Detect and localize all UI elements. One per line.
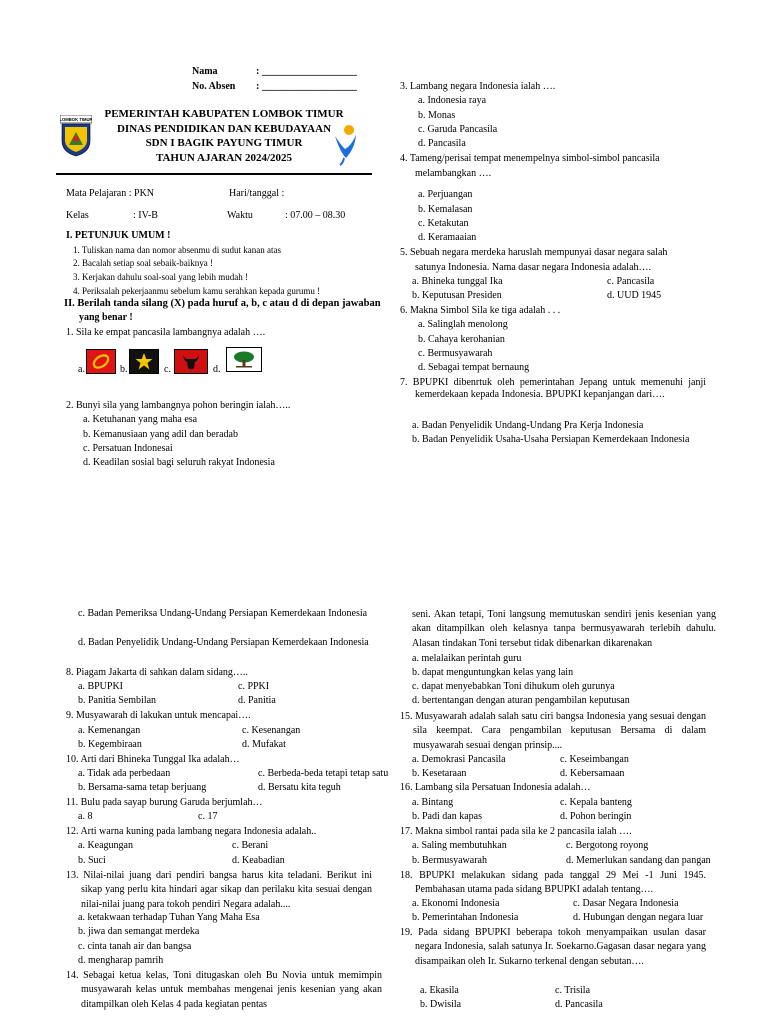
chain-icon xyxy=(86,349,116,374)
day-label: Hari/tanggal : xyxy=(229,188,285,199)
q18-option-a[interactable]: a. Ekonomi Indonesia xyxy=(412,898,500,909)
q4-text: 4. Tameng/perisai tempat menempelnya simbol-simbol pancasila xyxy=(400,153,660,164)
q13-text: 13. Nilai-nilai juang dari pendiri bangsa harus kita teladani. Berikut ini sikap yang perlu kita hindari agar sikap dan perilaku kita sesuai dengan nilai-nilai juang para tokoh pendiri Negara adalah.... xyxy=(66,870,372,910)
q5-text: 5. Sebuah negara merdeka haruslah mempunyai dasar negara salah xyxy=(400,247,668,258)
q3-option-a[interactable]: a. Indonesia raya xyxy=(418,95,487,106)
q6-option-a[interactable]: a. Salinglah menolong xyxy=(418,319,508,330)
q17-option-d[interactable]: d. Memerlukan sandang dan pangan xyxy=(566,855,711,866)
q12-option-d[interactable]: d. Keabadian xyxy=(232,855,285,866)
q4-option-b[interactable]: b. Kemalasan xyxy=(418,204,473,215)
q14-option-a[interactable]: a. melalaikan perintah guru xyxy=(412,653,522,664)
q11-option-a[interactable]: a. 8 xyxy=(78,811,93,822)
bull-head-icon xyxy=(174,349,208,374)
q16-option-b[interactable]: b. Padi dan kapas xyxy=(412,811,482,822)
q9-option-b[interactable]: b. Kegembiraan xyxy=(78,739,142,750)
q8-option-c[interactable]: c. PPKI xyxy=(238,681,270,692)
header-line2: DINAS PENDIDIKAN DAN KEBUDAYAAN xyxy=(116,123,332,135)
header-line4: TAHUN AJARAN 2024/2025 xyxy=(155,152,293,164)
q7-option-c[interactable]: c. Badan Pemeriksa Undang-Undang Persiapan Kemerdekaan Indonesia xyxy=(78,608,368,619)
q10-option-d[interactable]: d. Bersatu kita teguh xyxy=(258,782,341,793)
logo-text: LOMBOK TIMUR xyxy=(60,117,92,122)
time-value: : 07.00 – 08.30 xyxy=(285,210,346,221)
q8-option-b[interactable]: b. Panitia Sembilan xyxy=(78,695,157,706)
q8-option-d[interactable]: d. Panitia xyxy=(238,695,276,706)
q6-text: 6. Makna Simbol Sila ke tiga adalah . . . xyxy=(400,305,561,316)
q14-text-cont: seni. Akan tetapi, Toni langsung memutuskan sendiri jenis kesenian yang akan ditampilkan oleh kelasnya tanpa bermusyawarah terlebih dahulu. Alasan tindakan Toni tersebut tidak dibenarkan dikarenakan xyxy=(412,609,716,649)
q18-option-c[interactable]: c. Dasar Negara Indonesia xyxy=(573,898,679,909)
q4-text-cont: melambangkan …. xyxy=(415,168,492,179)
q18-option-b[interactable]: b. Pemerintahan Indonesia xyxy=(412,912,519,923)
q14-option-d[interactable]: d. bertentangan dengan aturan pengambilan keputusan xyxy=(412,695,630,706)
q16-option-d[interactable]: d. Pohon beringin xyxy=(560,811,632,822)
q18-option-d[interactable]: d. Hubungan dengan negara luar xyxy=(573,912,704,923)
q7-option-a[interactable]: a. Badan Penyelidik Undang-Undang Pra Kerja Indonesia xyxy=(412,420,644,431)
q15-option-b[interactable]: b. Kesetaraan xyxy=(412,768,467,779)
q9-option-d[interactable]: d. Mufakat xyxy=(242,739,286,750)
q4-option-d[interactable]: d. Keramaaian xyxy=(418,232,477,243)
q16-option-a[interactable]: a. Bintang xyxy=(412,797,454,808)
instruction-4: 4. Periksalah pekerjaanmu sebelum kamu serahkan kepada gurumu ! xyxy=(73,286,321,296)
section2-title-cont: yang benar ! xyxy=(79,312,133,323)
class-label: Kelas xyxy=(66,210,89,221)
q11-option-c[interactable]: c. 17 xyxy=(198,811,218,822)
q5-option-a[interactable]: a. Bhineka tunggal Ika xyxy=(412,276,503,287)
q15-option-a[interactable]: a. Demokrasi Pancasila xyxy=(412,754,506,765)
q16-option-c[interactable]: c. Kepala banteng xyxy=(560,797,632,808)
name-field[interactable]: : ___________________ xyxy=(256,66,357,77)
header-line3: SDN I BAGIK PAYUNG TIMUR xyxy=(145,137,303,149)
time-label: Waktu xyxy=(227,210,253,221)
instruction-2: 2. Bacalah setiap soal sebaik-baiknya ! xyxy=(73,258,213,268)
star-icon xyxy=(129,349,159,374)
q12-text: 12. Arti warna kuning pada lambang negara Indonesia adalah.. xyxy=(66,826,317,837)
instruction-3: 3. Kerjakan dahulu soal-soal yang lebih mudah ! xyxy=(73,272,248,282)
q10-option-c[interactable]: c. Berbeda-beda tetapi tetap satu xyxy=(258,768,389,779)
q7-option-b[interactable]: b. Badan Penyelidik Usaha-Usaha Persiapan Kemerdekaan Indonesia xyxy=(412,434,690,445)
q17-option-a[interactable]: a. Saling membutuhkan xyxy=(412,840,507,851)
q12-option-b[interactable]: b. Suci xyxy=(78,855,106,866)
q3-option-c[interactable]: c. Garuda Pancasila xyxy=(418,124,498,135)
q11-text: 11. Bulu pada sayap burung Garuda berjumlah… xyxy=(66,797,263,808)
q17-option-b[interactable]: b. Bermusyawarah xyxy=(412,855,487,866)
absen-label: No. Absen xyxy=(192,81,236,92)
q6-option-b[interactable]: b. Cahaya kerohanian xyxy=(418,334,505,345)
q14-option-c[interactable]: c. dapat menyebabkan Toni dihukum oleh gurunya xyxy=(412,681,615,692)
q15-text: 15. Musyawarah adalah salah satu ciri bangsa Indonesia yang sesuai dengan sila keempat. Cara pengambilan keputusan Bersama di dalam musyawarah sesuai dengan prinsip.... xyxy=(400,711,706,751)
q15-option-c[interactable]: c. Keseimbangan xyxy=(560,754,629,765)
q1-label-d[interactable]: d. xyxy=(213,364,221,375)
q13-option-c[interactable]: c. cinta tanah air dan bangsa xyxy=(78,941,192,952)
q1-label-a[interactable]: a. xyxy=(78,364,85,375)
header-line1: PEMERINTAH KABUPATEN LOMBOK TIMUR xyxy=(104,108,344,120)
q16-text: 16. Lambang sila Persatuan Indonesia adalah… xyxy=(400,782,591,793)
q14-text: 14. Sebagai ketua kelas, Toni ditugaskan oleh Bu Novia untuk memimpin musyawarah kelas untuk membahas mengenai jenis kesenian yang akan ditampilkan oleh Kelas 4 pada kegiatan pentas xyxy=(66,970,382,1010)
q13-option-d[interactable]: d. mengharap pamrih xyxy=(78,955,164,966)
q10-text: 10. Arti dari Bhineka Tunggal Ika adalah… xyxy=(66,754,240,765)
q15-option-d[interactable]: d. Kebersamaan xyxy=(560,768,625,779)
q7-text xyxy=(400,377,706,401)
q14-option-b[interactable]: b. dapat menguntungkan kelas yang lain xyxy=(412,667,574,678)
q10-option-a[interactable]: a. Tidak ada perbedaan xyxy=(78,768,171,779)
q17-option-c[interactable]: c. Bergotong royong xyxy=(566,840,649,851)
q2-option-c[interactable]: c. Persatuan Indonesai xyxy=(83,443,173,454)
q6-option-c[interactable]: c. Bermusyawarah xyxy=(418,348,493,359)
q9-option-a[interactable]: a. Kemenangan xyxy=(78,725,141,736)
tut-wuri-logo-icon xyxy=(331,122,359,166)
lombok-timur-logo-icon xyxy=(60,115,92,157)
q1-text: 1. Sila ke empat pancasila lambangnya adalah …. xyxy=(66,327,266,338)
section1-title: I. PETUNJUK UMUM ! xyxy=(66,230,171,241)
q19-option-d[interactable]: d. Pancasila xyxy=(555,999,603,1010)
header-divider xyxy=(56,173,372,175)
q5-option-c[interactable]: c. Pancasila xyxy=(607,276,655,287)
q8-text: 8. Piagam Jakarta di sahkan dalam sidang….. xyxy=(66,667,248,678)
q2-option-b[interactable]: b. Kemanusiaan yang adil dan beradab xyxy=(83,429,238,440)
q19-text: 19. Pada sidang BPUPKI beberapa tokoh menyampaikan usulan dasar negara Indonesia, salah satunya Ir. Soekarno.Gagasan dasar negara yang disampaikan oleh Ir. Sukarno terkenal dengan sebutan…. xyxy=(400,927,706,967)
q13-option-a[interactable]: a. ketakwaan terhadap Tuhan Yang Maha Esa xyxy=(78,912,260,923)
q2-text: 2. Bunyi sila yang lambangnya pohon beringin ialah….. xyxy=(66,400,291,411)
q1-label-c[interactable]: c. xyxy=(164,364,171,375)
q5-option-b[interactable]: b. Keputusan Presiden xyxy=(412,290,502,301)
q19-option-a[interactable]: a. Ekasila xyxy=(420,985,459,996)
q12-option-c[interactable]: c. Berani xyxy=(232,840,269,851)
q2-option-d[interactable]: d. Keadilan sosial bagi seluruh rakyat Indonesia xyxy=(83,457,275,468)
q17-text: 17. Makna simbol rantai pada sila ke 2 pancasila ialah …. xyxy=(400,826,632,837)
q9-option-c[interactable]: c. Kesenangan xyxy=(242,725,301,736)
q6-option-d[interactable]: d. Sebagai tempat bernaung xyxy=(418,362,530,373)
q3-option-b[interactable]: b. Monas xyxy=(418,110,456,121)
q7-text-body: 7. BPUPKI dibenrtuk oleh pemerintahan Jepang untuk memenuhi janji kemerdekaan kepada Indonesia. BPUPKI kepanjangan dari…. xyxy=(400,377,706,400)
class-value: : IV-B xyxy=(133,210,158,221)
q2-option-a[interactable]: a. Ketuhanan yang maha esa xyxy=(83,414,198,425)
q13-option-b[interactable]: b. jiwa dan semangat merdeka xyxy=(78,926,200,937)
q8-option-a[interactable]: a. BPUPKI xyxy=(78,681,124,692)
q3-text: 3. Lambang negara Indonesia ialah …. xyxy=(400,81,556,92)
q19-option-b[interactable]: b. Dwisila xyxy=(420,999,462,1010)
q19-option-c[interactable]: c. Trisila xyxy=(555,985,591,996)
q7-option-d[interactable]: d. Badan Penyelidik Undang-Undang Persiapan Kemerdekaan Indonesia xyxy=(78,637,369,648)
absen-field[interactable]: : ___________________ xyxy=(256,81,357,92)
q4-option-a[interactable]: a. Perjuangan xyxy=(418,189,473,200)
q1-label-b[interactable]: b. xyxy=(120,364,128,375)
q9-text: 9. Musyawarah di lakukan untuk mencapai…. xyxy=(66,710,251,721)
subject-label: Mata Pelajaran : PKN xyxy=(66,188,155,199)
q12-option-a[interactable]: a. Keagungan xyxy=(78,840,133,851)
name-label: Nama xyxy=(192,66,218,77)
q5-text-cont: satunya Indonesia. Nama dasar negara Indonesia adalah…. xyxy=(415,262,652,273)
banyan-tree-icon xyxy=(226,347,262,372)
q5-option-d[interactable]: d. UUD 1945 xyxy=(607,290,662,301)
instruction-1: 1. Tuliskan nama dan nomor absenmu di sudut kanan atas xyxy=(73,245,281,255)
q3-option-d[interactable]: d. Pancasila xyxy=(418,138,466,149)
section2-title: II. Berilah tanda silang (X) pada huruf a, b, c atau d di depan jawaban xyxy=(64,298,381,309)
q18-text: 18. BPUPKI melakukan sidang pada tanggal 29 Mei -1 Juni 1945. Pembahasan utama pada sidang BPUPKI adalah tentang…. xyxy=(400,870,706,896)
q4-option-c[interactable]: c. Ketakutan xyxy=(418,218,469,229)
q10-option-b[interactable]: b. Bersama-sama tetap berjuang xyxy=(78,782,207,793)
